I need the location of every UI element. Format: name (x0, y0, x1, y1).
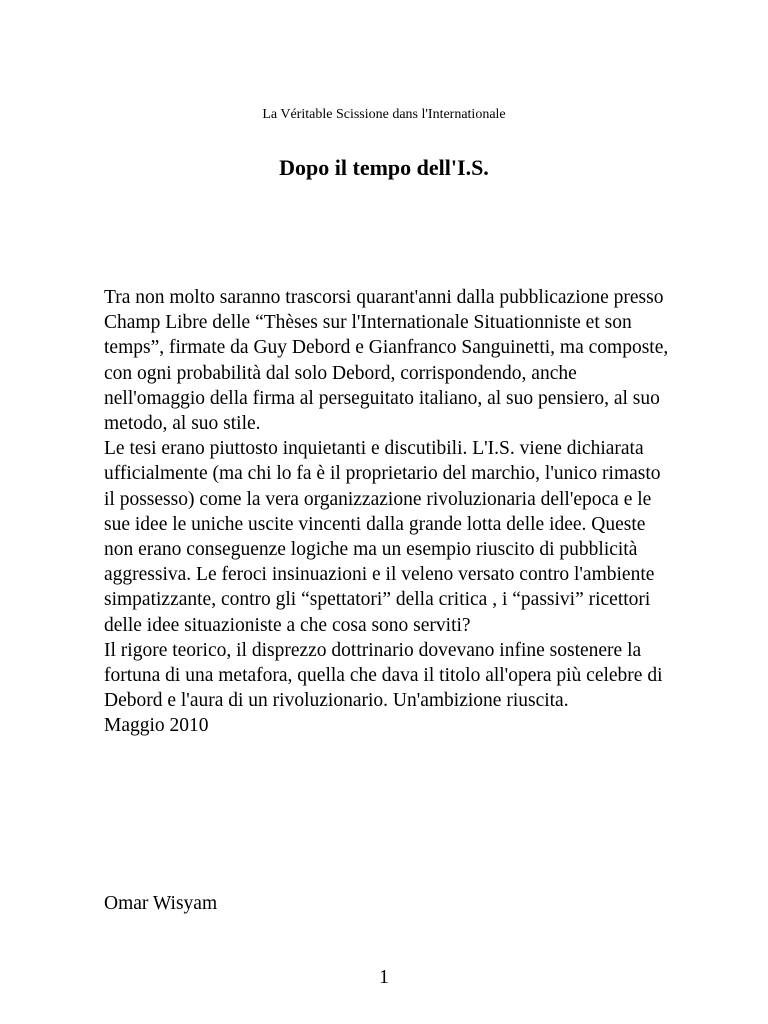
paragraph: Il rigore teorico, il disprezzo dottrinario dovevano infine sostenere la fortuna di una metafora, quella che dava il titolo all'opera più celebre di Debord e l'aura di un rivoluzionario. Un'ambizione riuscita. (104, 639, 663, 712)
date-line: Maggio 2010 (104, 715, 209, 737)
paragraph: Tra non molto saranno trascorsi quarant'anni dalla pubblicazione presso Champ Libre delle “Thèses sur l'Internationale Situationniste et son temps”, firmate da Guy Debord e Gianfranco Sanguinetti, ma composte, con ogni probabilità dal solo Debord, corrispondendo, anche nell'omaggio della firma al perseguitato italiano, al suo pensiero, al suo metodo, al suo stile. (104, 287, 669, 435)
page-number: 1 (379, 967, 389, 988)
body-text (104, 285, 674, 739)
page-title: Dopo il tempo dell'I.S. (279, 155, 489, 180)
running-heading: La Véritable Scissione dans l'Internationale (262, 107, 506, 122)
author-signature: Omar Wisyam (104, 893, 218, 914)
paragraph: Le tesi erano piuttosto inquietanti e discutibili. L'I.S. viene dichiarata ufficialmente (ma chi lo fa è il proprietario del marchio, l'unico rimasto il possesso) come la vera organizzazione rivoluzionaria dell'epoca e le sue idee le uniche uscite vincenti dalla grande lotta delle idee. Queste non erano conseguenze logiche ma un esempio riuscito di pubblicità aggressiva. Le feroci insinuazioni e il veleno versato contro l'ambiente simpatizzante, contro gli “spettatori” della critica , i “passivi” ricettori delle idee situazioniste a che cosa sono serviti? (104, 438, 661, 636)
